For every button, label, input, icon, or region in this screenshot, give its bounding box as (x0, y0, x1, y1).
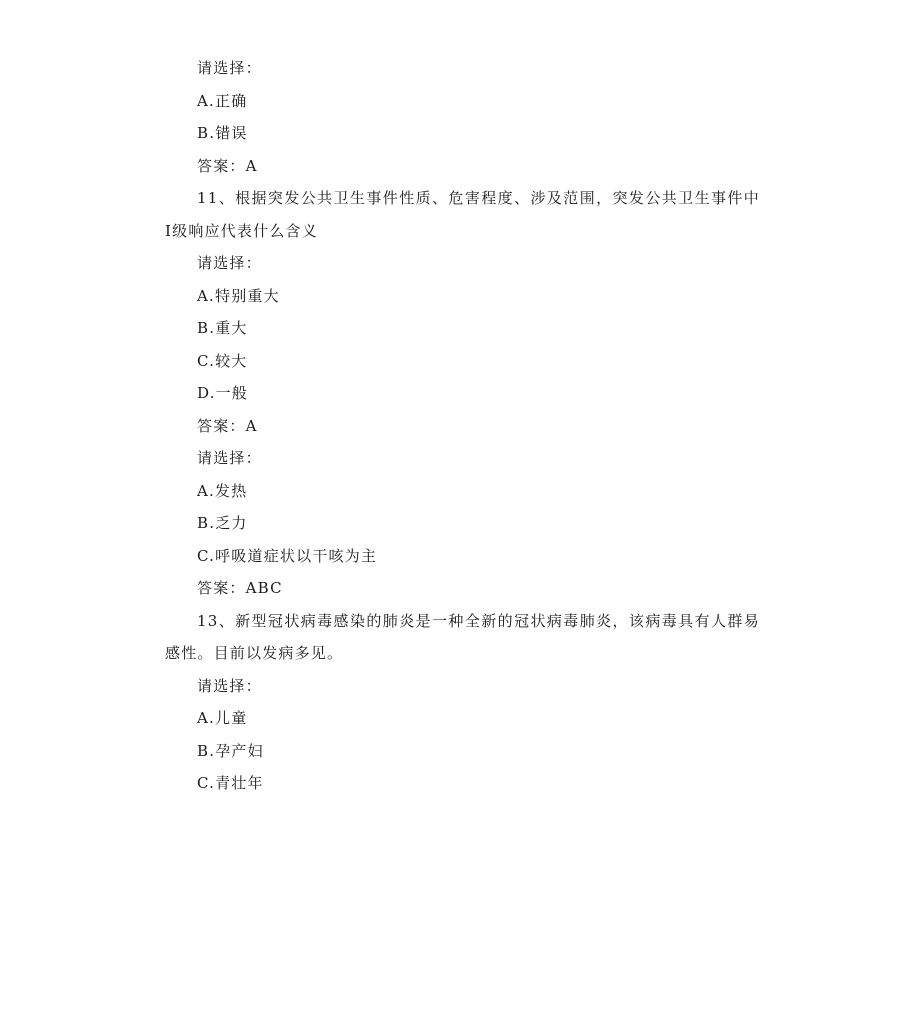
option-d: D.一般 (197, 384, 249, 402)
select-prompt: 请选择： (197, 254, 262, 272)
answer: 答案：A (197, 156, 258, 175)
select-prompt: 请选择： (197, 449, 262, 467)
option-c: C.较大 (197, 351, 248, 370)
option-c: C.呼吸道症状以干咳为主 (197, 546, 378, 565)
option-b: B.错误 (197, 124, 248, 142)
question-13: 13、新型冠状病毒感染的肺炎是一种全新的冠状病毒肺炎，该病毒具有人群易感性。目前以发病多见。 (165, 611, 760, 662)
select-prompt: 请选择： (197, 676, 262, 695)
select-prompt: 请选择： (197, 59, 262, 77)
answer: 答案：ABC (197, 579, 283, 597)
option-c: C.青壮年 (197, 774, 264, 792)
answer: 答案：A (197, 416, 258, 435)
option-b: B.孕产妇 (197, 741, 264, 760)
document-content (165, 52, 760, 800)
option-a: A.发热 (197, 481, 248, 500)
option-a: A.特别重大 (197, 286, 280, 305)
option-b: B.重大 (197, 319, 248, 337)
option-a: A.儿童 (197, 709, 248, 727)
option-b: B.乏力 (197, 514, 248, 532)
question-11: 11、根据突发公共卫生事件性质、危害程度、涉及范围，突发公共卫生事件中Ⅰ级响应代表什么含义 (165, 189, 760, 240)
option-a: A.正确 (197, 91, 248, 110)
